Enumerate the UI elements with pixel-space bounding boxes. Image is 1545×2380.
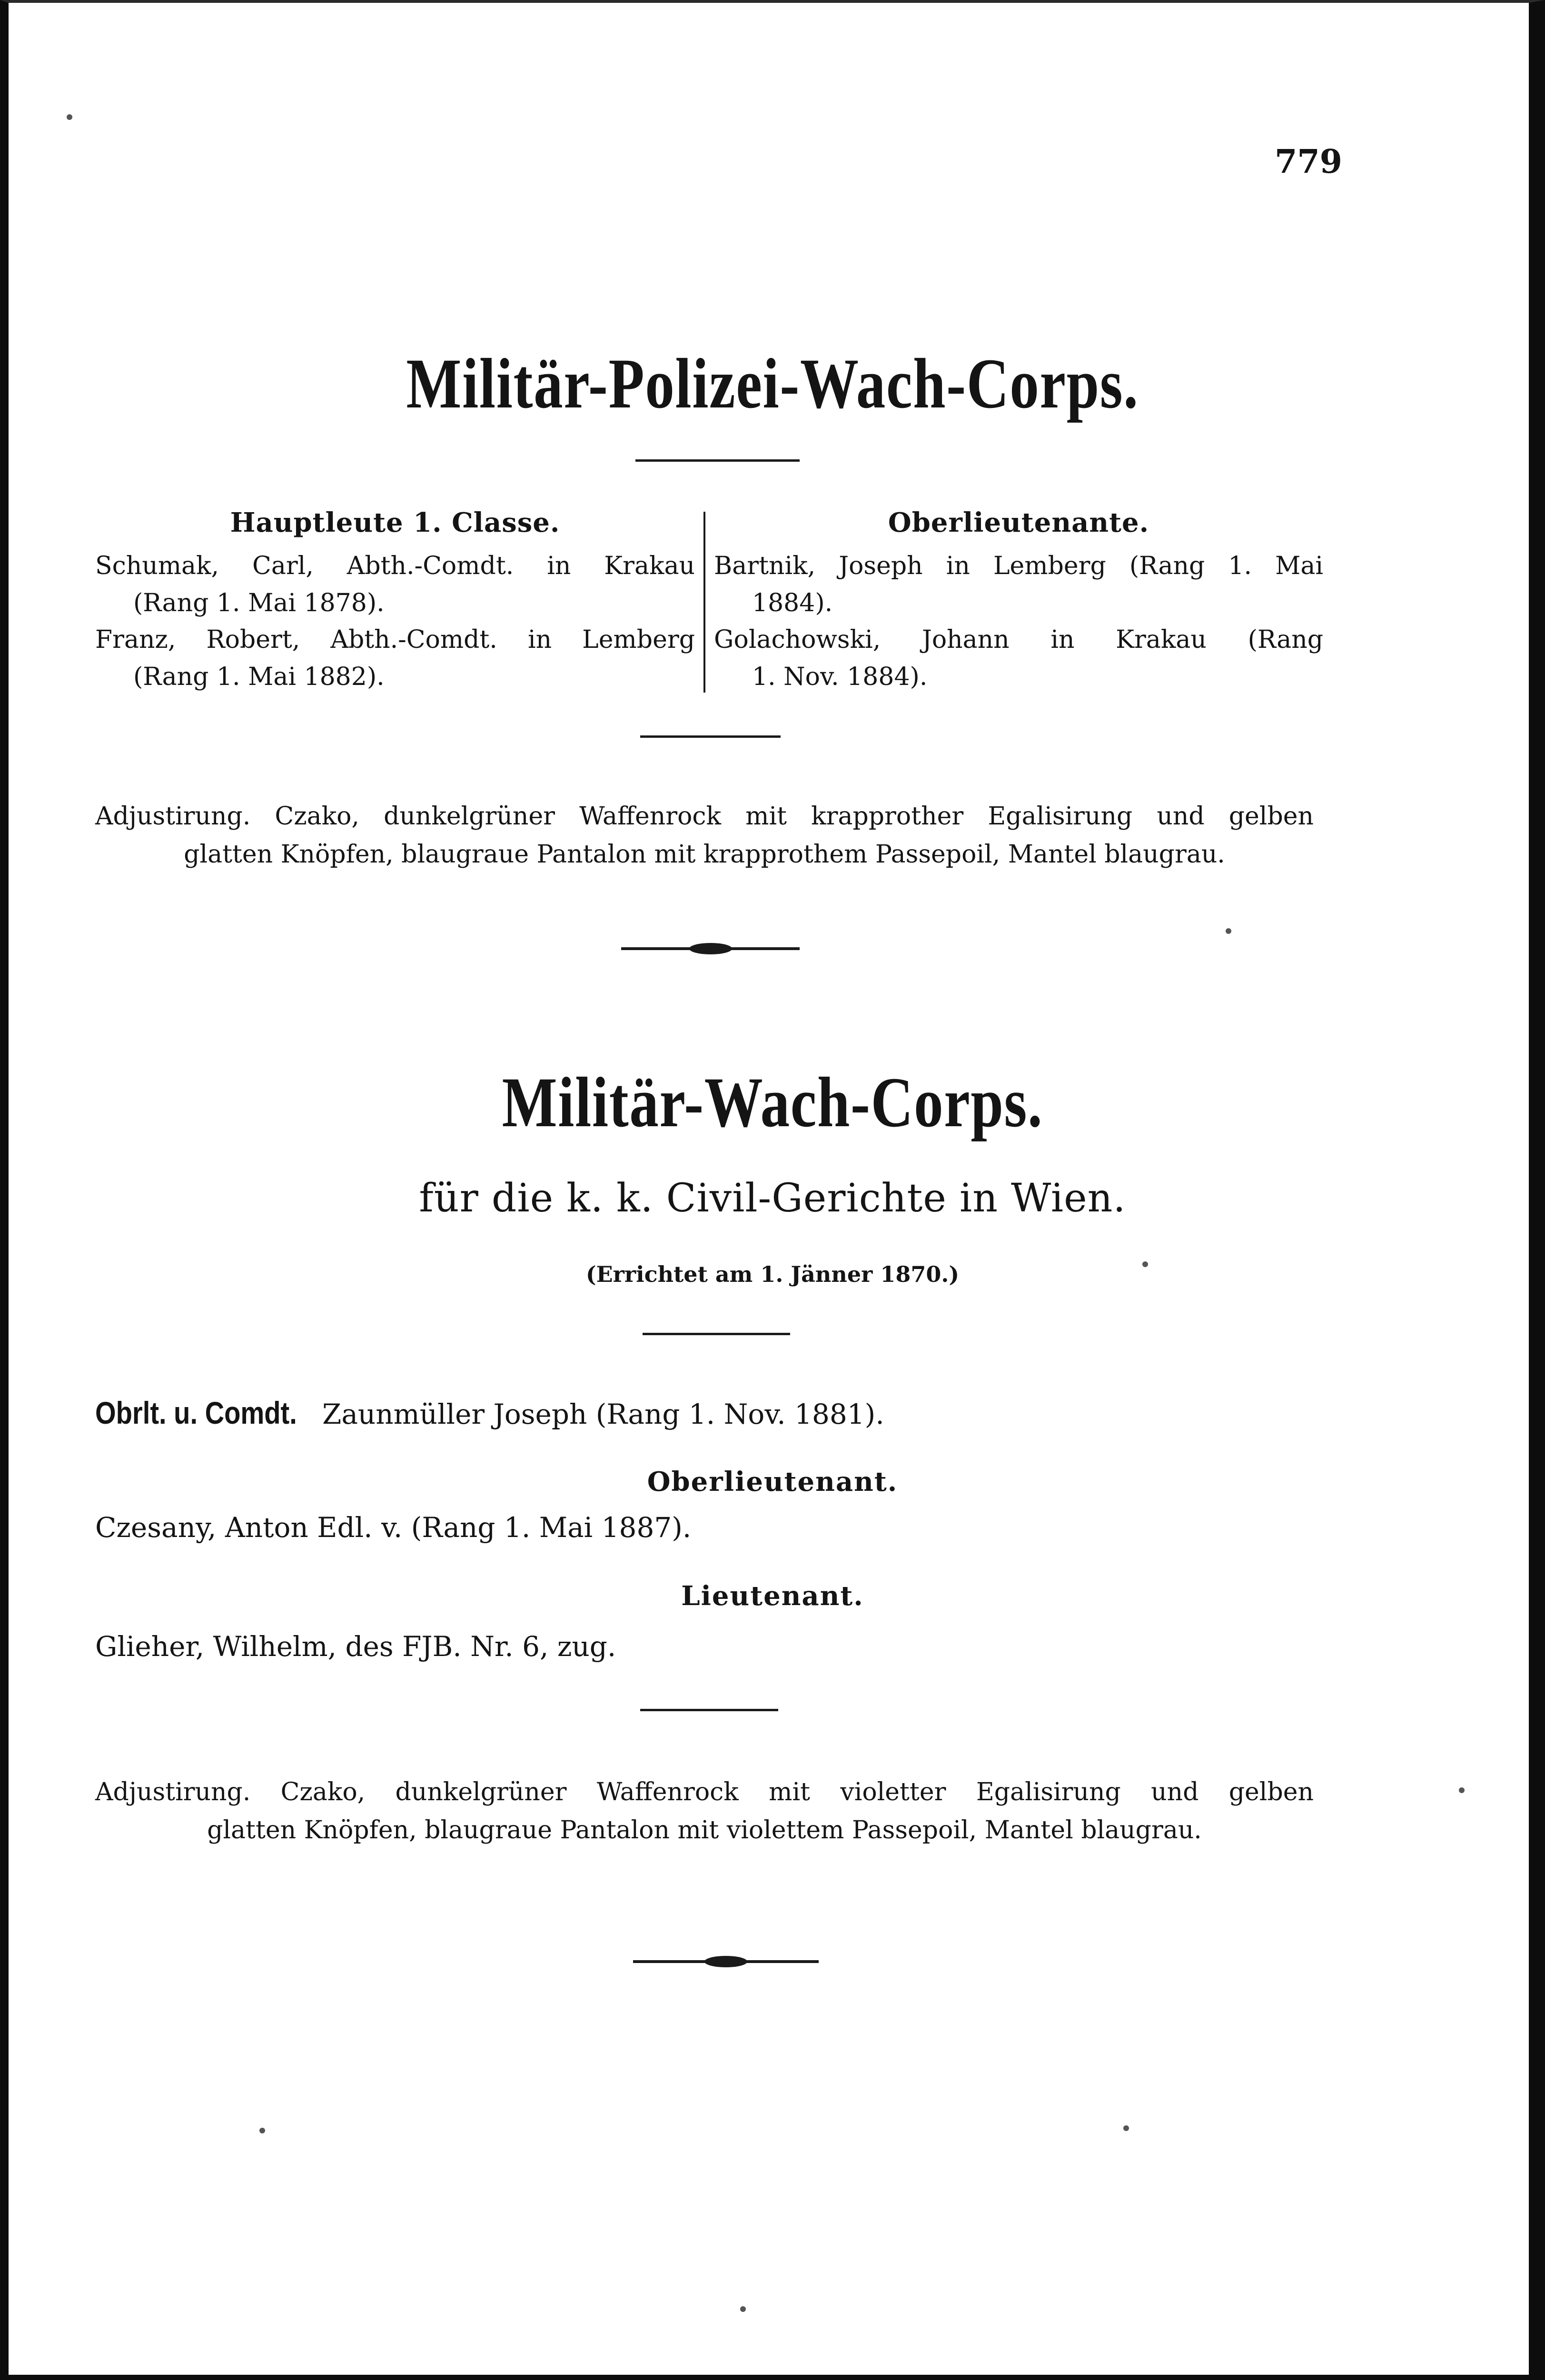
oberlieutenant-entry: Czesany, Anton Edl. v. (Rang 1. Mai 1887). (95, 1511, 692, 1544)
commander-rank: Obrlt. u. Comdt. (95, 1395, 297, 1430)
scan-speck (1226, 928, 1231, 934)
scan-speck (1459, 1787, 1465, 1793)
commander-name: Zaunmüller Joseph (Rang 1. Nov. 1881). (322, 1398, 884, 1430)
scan-speck (259, 2128, 265, 2133)
entry-line: Golachowski, Johann in Krakau (Rang (714, 625, 1323, 654)
adjustirung-line: Adjustirung. Czako, dunkelgrüner Waffenrock mit krapprother Egalisirung und gelben (95, 802, 1314, 831)
scan-speck (1123, 2125, 1129, 2131)
section2-subtitle: für die k. k. Civil-Gerichte in Wien. (419, 1176, 1126, 1221)
ornament-divider (621, 947, 800, 950)
entry-line: Schumak, Carl, Abth.-Comdt. in Krakau (95, 552, 695, 580)
ornament-divider (633, 1960, 819, 1963)
left-entry (95, 547, 695, 622)
adjustirung-paragraph (95, 797, 1314, 873)
oberlieutenant-heading: Oberlieutenant. (647, 1466, 898, 1497)
right-entry (714, 547, 1323, 622)
section-rule (643, 1333, 790, 1335)
entry-line: 1884). (752, 589, 833, 617)
section-rule (640, 1709, 778, 1711)
section-rule (640, 735, 781, 738)
scan-speck (740, 2306, 746, 2312)
entry-line: 1. Nov. 1884). (752, 663, 928, 691)
column-divider (703, 512, 705, 693)
founded-date: (Errichtet am 1. Jänner 1870.) (585, 1261, 960, 1287)
entry-line: (Rang 1. Mai 1882). (133, 663, 385, 691)
entry-line: Franz, Robert, Abth.-Comdt. in Lemberg (95, 625, 695, 654)
commander-line (95, 1395, 884, 1431)
left-entry (95, 621, 695, 695)
adjustirung-line: Adjustirung. Czako, dunkelgrüner Waffenrock mit violetter Egalisirung und gelben (95, 1778, 1314, 1806)
adjustirung-line: glatten Knöpfen, blaugraue Pantalon mit violettem Passepoil, Mantel blaugrau. (207, 1816, 1202, 1844)
left-column-heading: Hauptleute 1. Classe. (230, 507, 560, 538)
entry-line: (Rang 1. Mai 1878). (133, 589, 385, 617)
entry-line: Bartnik, Joseph in Lemberg (Rang 1. Mai (714, 552, 1323, 580)
section1-title: Militär-Polizei-Wach-Corps. (406, 344, 1139, 423)
right-entry (714, 621, 1323, 695)
section2-title: Militär-Wach-Corps. (502, 1063, 1043, 1142)
page-number: 779 (1275, 143, 1342, 181)
right-column-heading: Oberlieutenante. (888, 507, 1149, 538)
adjustirung-line: glatten Knöpfen, blaugraue Pantalon mit krapprothem Passepoil, Mantel blaugrau. (184, 840, 1225, 869)
lieutenant-entry: Glieher, Wilhelm, des FJB. Nr. 6, zug. (95, 1630, 616, 1663)
scan-speck (1142, 1261, 1148, 1267)
scan-speck (67, 114, 72, 120)
adjustirung-paragraph (95, 1773, 1314, 1849)
title-rule (635, 459, 800, 462)
lieutenant-heading: Lieutenant. (681, 1580, 864, 1612)
